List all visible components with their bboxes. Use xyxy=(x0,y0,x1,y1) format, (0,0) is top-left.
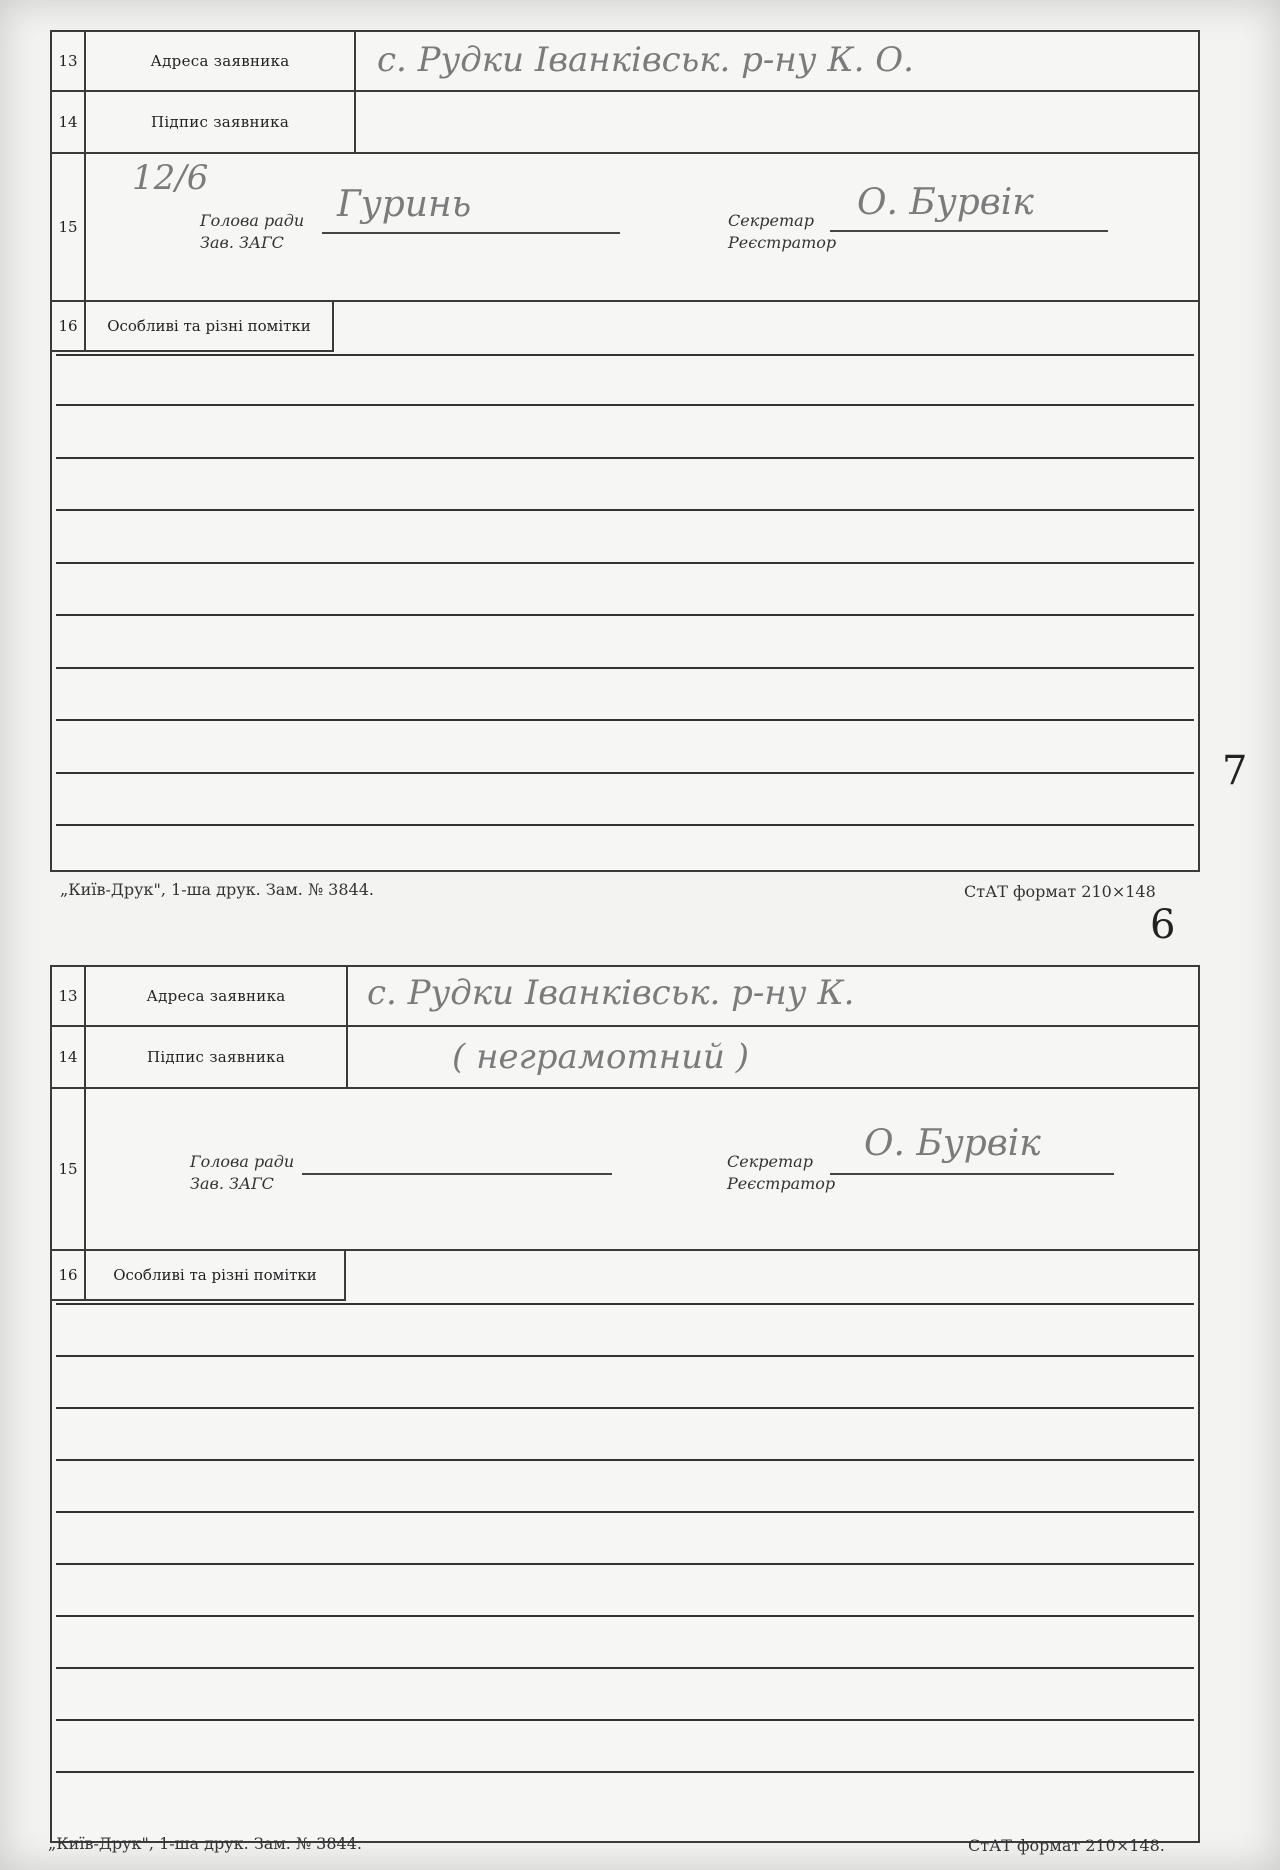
format-imprint: СтАТ формат 210×148. xyxy=(968,1836,1165,1855)
row-16-special-notes xyxy=(52,302,1198,352)
margin-mark-top: 7 xyxy=(1222,748,1248,794)
left-signature-line xyxy=(322,232,620,234)
ruled-line xyxy=(56,719,1194,721)
right-signature-line xyxy=(830,230,1108,232)
row-number: 15 xyxy=(52,154,86,300)
ruled-line xyxy=(56,562,1194,564)
row-14-applicant-signature xyxy=(52,92,1198,154)
margin-mark-bottom: 6 xyxy=(1150,902,1176,948)
ruled-line xyxy=(56,354,1194,356)
format-imprint: СтАТ формат 210×148 xyxy=(964,882,1156,901)
field-label: Підпис заявника xyxy=(86,92,356,152)
row-13-applicant-address xyxy=(52,32,1198,92)
ruled-line xyxy=(56,1667,1194,1669)
row-number: 13 xyxy=(52,32,86,90)
ruled-line xyxy=(56,1355,1194,1357)
row-number: 14 xyxy=(52,1027,86,1087)
registration-form-bottom xyxy=(50,965,1200,1843)
ruled-line xyxy=(56,1459,1194,1461)
ruled-line xyxy=(56,1719,1194,1721)
ruled-line xyxy=(56,509,1194,511)
registration-form-top xyxy=(50,30,1200,872)
left-handwritten-signature: Гуринь xyxy=(337,184,472,225)
ruled-line xyxy=(56,1511,1194,1513)
field-label: Особливі та різні помітки xyxy=(86,302,334,352)
ruled-line xyxy=(56,824,1194,826)
ruled-line xyxy=(56,1563,1194,1565)
handwritten-address: с. Рудки Іванківськ. р-ну К. xyxy=(367,973,855,1013)
field-label: Підпис заявника xyxy=(86,1027,348,1087)
row-16-special-notes xyxy=(52,1251,1198,1301)
printer-imprint: „Київ-Друк", 1-ша друк. Зам. № 3844. xyxy=(60,880,374,899)
handwritten-signature: ( неграмотний ) xyxy=(452,1037,749,1077)
right-handwritten-signature: О. Бурвік xyxy=(864,1123,1041,1164)
ruled-line xyxy=(56,1303,1194,1305)
ruled-line xyxy=(56,614,1194,616)
row-13-applicant-address xyxy=(52,967,1198,1027)
row-15-official-signatures xyxy=(52,1089,1198,1251)
printer-imprint: „Київ-Друк", 1-ша друк. Зам. № 3844. xyxy=(48,1834,362,1853)
right-signature-line xyxy=(830,1173,1114,1175)
left-signature-caption: Голова ради Зав. ЗАГС xyxy=(200,211,305,252)
ruled-line xyxy=(56,404,1194,406)
row-number: 14 xyxy=(52,92,86,152)
row-number: 13 xyxy=(52,967,86,1025)
field-label: Особливі та різні помітки xyxy=(86,1251,346,1301)
right-signature-caption: Секретар Реєстратор xyxy=(728,211,837,252)
left-signature-line xyxy=(302,1173,612,1175)
handwritten-annotation: 12/6 xyxy=(132,158,209,198)
field-label: Адреса заявника xyxy=(86,32,356,90)
field-label: Адреса заявника xyxy=(86,967,348,1025)
right-handwritten-signature: О. Бурвік xyxy=(857,182,1034,223)
ruled-line xyxy=(56,457,1194,459)
ruled-line xyxy=(56,667,1194,669)
ruled-line xyxy=(56,1771,1194,1773)
row-number: 15 xyxy=(52,1089,86,1249)
left-signature-caption: Голова ради Зав. ЗАГС xyxy=(190,1152,295,1193)
row-number: 16 xyxy=(52,1251,86,1301)
right-signature-caption: Секретар Реєстратор xyxy=(727,1152,836,1193)
row-number: 16 xyxy=(52,302,86,352)
row-14-applicant-signature xyxy=(52,1027,1198,1089)
ruled-line xyxy=(56,1407,1194,1409)
ruled-line xyxy=(56,1615,1194,1617)
row-15-official-signatures xyxy=(52,154,1198,302)
handwritten-address: с. Рудки Іванківськ. р-ну К. О. xyxy=(377,40,914,80)
ruled-line xyxy=(56,772,1194,774)
